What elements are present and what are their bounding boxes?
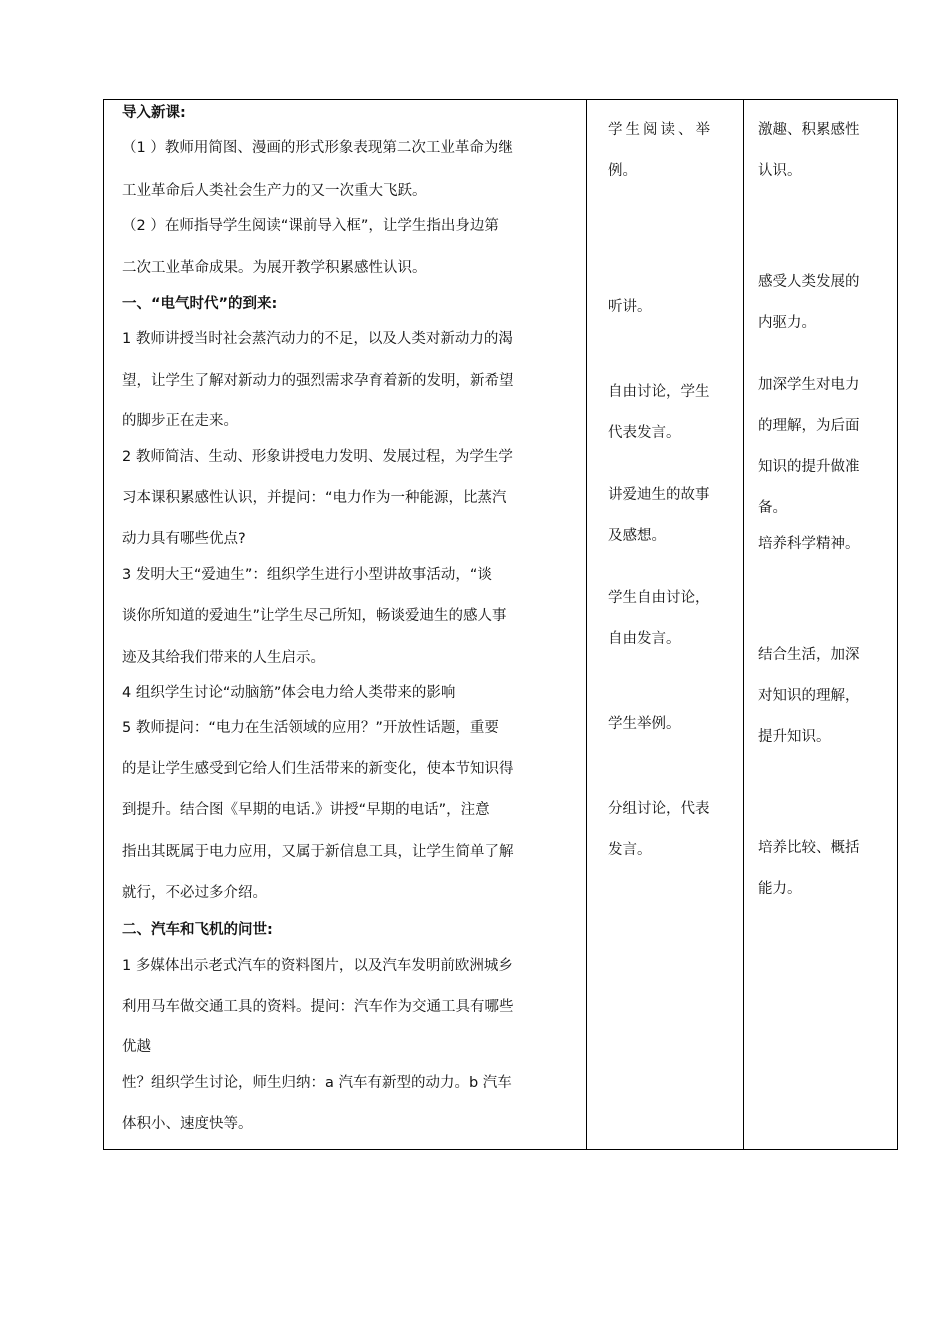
text-line: 的是让学生感受到它给人们生活带来的新变化，使本节知识得 bbox=[122, 761, 514, 777]
text-line: 1 多媒体出示老式汽车的资料图片，以及汽车发明前欧洲城乡 bbox=[122, 958, 513, 974]
text-line: 内驱力。 bbox=[758, 315, 816, 331]
text-line: 的理解，为后面 bbox=[758, 418, 860, 434]
column-divider bbox=[586, 100, 587, 1149]
text-line: 及感想。 bbox=[608, 528, 666, 544]
text-line: 4 组织学生讨论“动脑筋”体会电力给人类带来的影响 bbox=[122, 685, 456, 701]
text-line: （2 ）在师指导学生阅读“课前导入框”，让学生指出身边第 bbox=[122, 218, 499, 234]
text-line: 迹及其给我们带来的人生启示。 bbox=[122, 650, 325, 666]
text-line: 指出其既属于电力应用，又属于新信息工具，让学生简单了解 bbox=[122, 844, 514, 860]
section-heading: 导入新课: bbox=[122, 105, 186, 121]
text-line: 习本课积累感性认识，并提问：“电力作为一种能源，比蒸汽 bbox=[122, 490, 507, 506]
text-line: 5 教师提问：“电力在生活领域的应用？”开放性话题，重要 bbox=[122, 720, 499, 736]
text-line: 感受人类发展的 bbox=[758, 274, 860, 290]
text-line: 对知识的理解， bbox=[758, 688, 860, 704]
text-line: 学生举例。 bbox=[608, 716, 681, 732]
text-line: 2 教师简洁、生动、形象讲授电力发明、发展过程，为学生学 bbox=[122, 449, 513, 465]
teacher-activity-column bbox=[122, 100, 582, 1149]
student-activity-column bbox=[608, 100, 740, 1149]
text-line: 1 教师讲授当时社会蒸汽动力的不足，以及人类对新动力的渴 bbox=[122, 331, 513, 347]
section-heading: 一、“电气时代”的到来: bbox=[122, 296, 278, 312]
text-line: 代表发言。 bbox=[608, 425, 681, 441]
text-line: 培养科学精神。 bbox=[758, 536, 860, 552]
text-line: 就行，不必过多介绍。 bbox=[122, 885, 267, 901]
design-intent-column bbox=[758, 100, 896, 1149]
text-line: 激趣、积累感性 bbox=[758, 122, 860, 138]
text-line: 培养比较、概括 bbox=[758, 840, 860, 856]
text-line: 优越 bbox=[122, 1039, 151, 1055]
text-line: 例。 bbox=[608, 163, 637, 179]
text-line: 知识的提升做准 bbox=[758, 459, 860, 475]
text-line: 加深学生对电力 bbox=[758, 377, 860, 393]
text-line: 望，让学生了解对新动力的强烈需求孕育着新的发明，新希望 bbox=[122, 373, 514, 389]
text-line: 认识。 bbox=[758, 163, 802, 179]
column-divider bbox=[743, 100, 744, 1149]
text-line: 性？组织学生讨论，师生归纳：a 汽车有新型的动力。b 汽车 bbox=[122, 1075, 512, 1091]
text-line: 利用马车做交通工具的资料。提问：汽车作为交通工具有哪些 bbox=[122, 999, 514, 1015]
text-line: 体积小、速度快等。 bbox=[122, 1116, 253, 1132]
text-line: 的脚步正在走来。 bbox=[122, 413, 238, 429]
text-line: 动力具有哪些优点? bbox=[122, 531, 246, 547]
text-line: 提升知识。 bbox=[758, 729, 831, 745]
text-line: 能力。 bbox=[758, 881, 802, 897]
text-line: 学生自由讨论， bbox=[608, 590, 710, 606]
text-line: 二次工业革命成果。为展开教学积累感性认识。 bbox=[122, 260, 427, 276]
text-line: 结合生活，加深 bbox=[758, 647, 860, 663]
text-line: 讲爱迪生的故事 bbox=[608, 487, 710, 503]
text-line: 谈你所知道的爱迪生”让学生尽己所知，畅谈爱迪生的感人事 bbox=[122, 608, 507, 624]
text-line: 工业革命后人类社会生产力的又一次重大飞跃。 bbox=[122, 183, 427, 199]
text-line: 自由讨论，学生 bbox=[608, 384, 710, 400]
lesson-plan-table bbox=[103, 99, 898, 1150]
text-line: 分组讨论，代表 bbox=[608, 801, 710, 817]
text-line: 听讲。 bbox=[608, 299, 652, 315]
text-line: （1 ）教师用简图、漫画的形式形象表现第二次工业革命为继 bbox=[122, 140, 513, 156]
text-line: 学生阅读、举 bbox=[608, 122, 713, 138]
text-line: 备。 bbox=[758, 500, 787, 516]
text-line: 到提升。结合图《早期的电话.》讲授“早期的电话”，注意 bbox=[122, 802, 490, 818]
section-heading: 二、汽车和飞机的问世: bbox=[122, 922, 273, 938]
text-line: 3 发明大王“爱迪生”：组织学生进行小型讲故事活动，“谈 bbox=[122, 567, 492, 583]
text-line: 发言。 bbox=[608, 842, 652, 858]
text-line: 自由发言。 bbox=[608, 631, 681, 647]
